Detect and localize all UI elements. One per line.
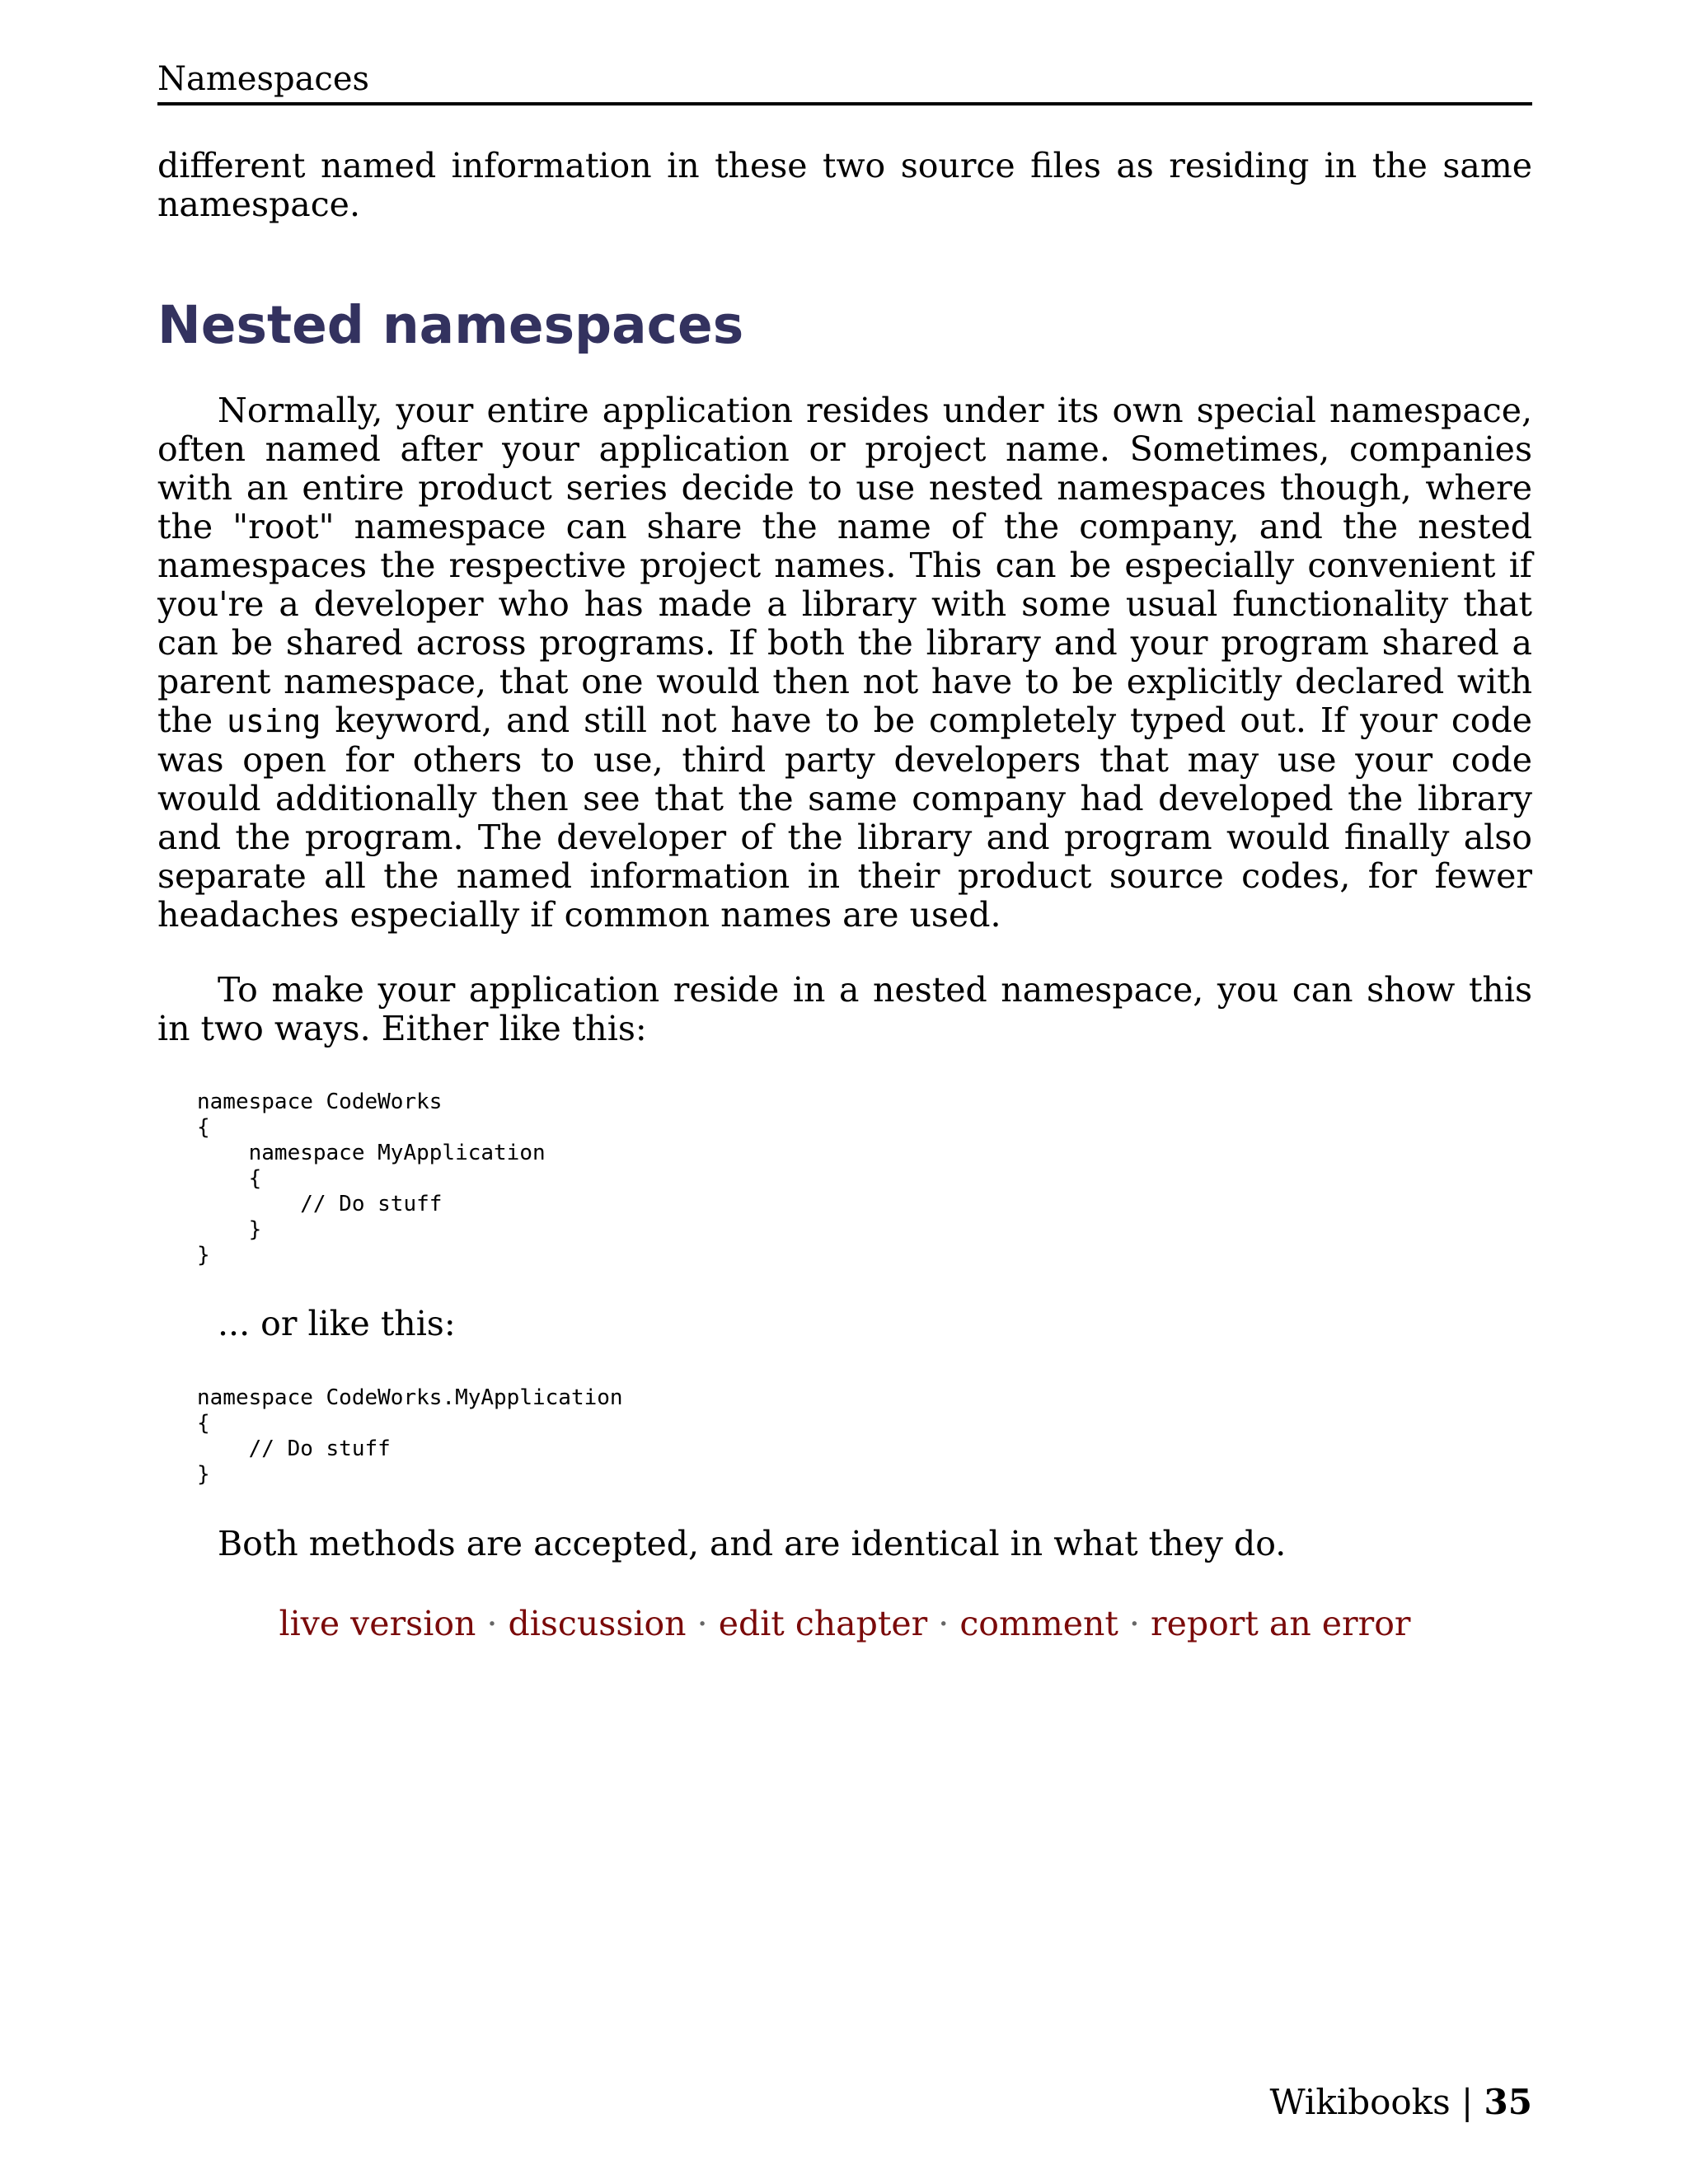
discussion-link[interactable]: discussion	[508, 1604, 687, 1643]
footer-separator: |	[1450, 2082, 1484, 2122]
body-paragraph-conclusion: Both methods are accepted, and are identical in what they do.	[218, 1524, 1287, 1563]
link-separator: ·	[927, 1604, 960, 1643]
code-block-dotted: namespace CodeWorks.MyApplication { // Do stuff }	[197, 1385, 623, 1487]
body-paragraph-ways: To make your application reside in a nested namespace, you can show this in two ways. Either like this:	[157, 970, 1532, 1048]
body-paragraph-or: ... or like this:	[218, 1304, 456, 1343]
live-version-link[interactable]: live version	[279, 1604, 476, 1643]
chapter-links	[157, 1603, 1532, 1644]
running-header: Namespaces	[157, 58, 1532, 105]
link-separator: ·	[476, 1604, 509, 1643]
link-separator: ·	[686, 1604, 719, 1643]
body-paragraph-nested	[157, 391, 1532, 935]
section-heading: Nested namespaces	[157, 295, 744, 355]
intro-paragraph: different named information in these two source files as residing in the same namespace.	[157, 146, 1532, 224]
page-number: 35	[1484, 2082, 1532, 2122]
comment-link[interactable]: comment	[959, 1604, 1118, 1643]
code-block-nested: namespace CodeWorks { namespace MyApplication { // Do stuff } }	[197, 1090, 546, 1268]
paragraph-text: Normally, your entire application resides under its own special namespace, often named after your application or project name. Sometimes, companies with an entire product series decide to use nested namespaces though, where the "root" namespace can share the name of the company, and the nested namespaces the respective project names. This can be especially convenient if you're a developer who has made a library with some usual functionality that can be shared across programs. If both the library and your program shared a parent namespace, that one would then not have to be explicitly declared with the	[157, 391, 1532, 740]
footer-source: Wikibooks	[1269, 2082, 1451, 2122]
report-error-link[interactable]: report an error	[1151, 1604, 1411, 1643]
page-footer	[1269, 2081, 1532, 2124]
inline-code-using: using	[227, 703, 321, 739]
edit-chapter-link[interactable]: edit chapter	[718, 1604, 928, 1643]
link-separator: ·	[1118, 1604, 1151, 1643]
paragraph-text: keyword, and still not have to be completely typed out. If your code was open for others to use, third party developers that may use your code would additionally then see that the same company had developed the library and the program. The developer of the library and program would finally also separate all the named information in their product source codes, for fewer headaches especially if common names are used.	[157, 701, 1532, 935]
